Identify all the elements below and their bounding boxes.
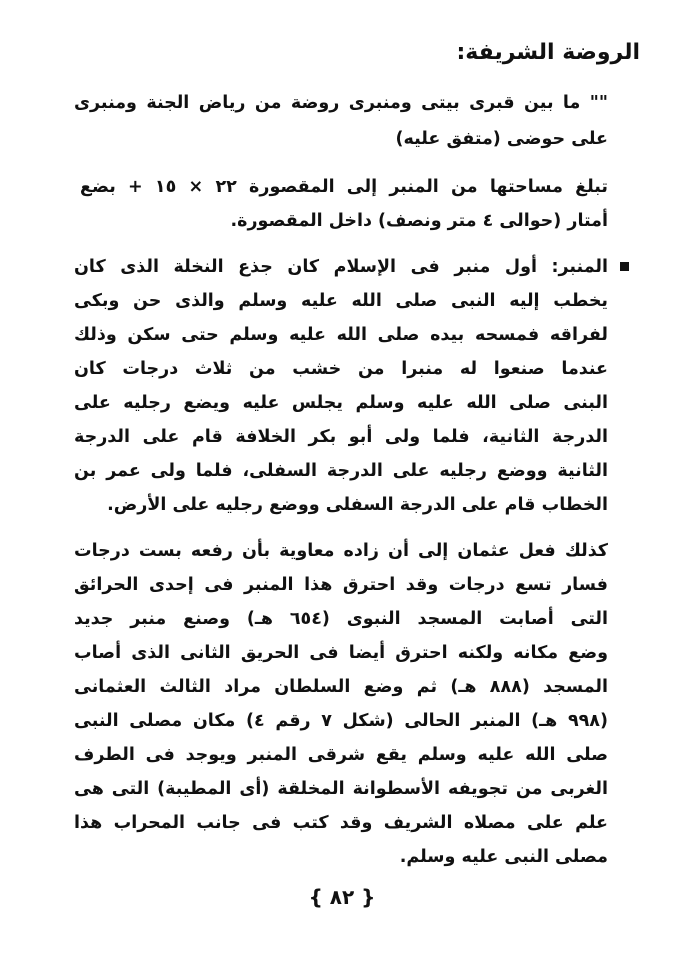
text-line: عندما صنعوا له منبرا من خشب من ثلاث درجات كان — [74, 359, 608, 379]
text-line: مصلى النبى عليه وسلم. — [399, 847, 608, 867]
text-line: علم على مصلاه الشريف وقد كتب فى جانب المحراب هذا — [74, 813, 608, 833]
text-line: البنى صلى الله عليه وسلم يجلس عليه ويضع رجليه على — [74, 393, 608, 413]
text-line: الدرجة الثانية، فلما ولى أبو بكر الخلافة قام على الدرجة — [74, 427, 608, 447]
text-line: (٩٩٨ هـ) المنبر الحالى (شكل ٧ رقم ٤) مكان مصلى النبى — [74, 711, 608, 731]
text-line: تبلغ مساحتها من المنبر إلى المقصورة ٢٢ × ١٥ + بضع — [80, 177, 608, 197]
text-line: الغربى من تجويفه الأسطوانة المخلقة (أى المطيبة) التى هى — [74, 779, 608, 799]
text-line: يخطب إليه النبى صلى الله عليه وسلم والذى حن وبكى — [74, 291, 608, 311]
text-line: الثانية ووضع رجليه على الدرجة السفلى، فلما ولى عمر بن — [74, 461, 608, 481]
text-line: أمتار (حوالى ٤ متر ونصف) داخل المقصورة. — [230, 211, 608, 231]
text-line: فسار تسع درجات وقد احترق هذا المنبر فى إحدى الحرائق — [74, 575, 608, 595]
text-line: لفراقه فمسحه بيده صلى الله عليه وسلم حتى سكن وذلك — [74, 325, 608, 345]
text-line: المسجد (٨٨٨ هـ) ثم وضع السلطان مراد الثالث العثمانى — [74, 677, 608, 697]
text-line: على حوضى (متفق عليه) — [395, 129, 608, 149]
text-line: كذلك فعل عثمان إلى أن زاده معاوية بأن رفعه بست درجات — [74, 541, 608, 561]
text-line: "" ما بين قبرى بيتى ومنبرى روضة من رياض الجنة ومنبرى — [74, 93, 608, 113]
text-line: المنبر: أول منبر فى الإسلام كان جذع النخلة الذى كان — [74, 257, 608, 277]
text-line: صلى الله عليه وسلم يقع شرقى المنبر ويوجد فى الطرف — [74, 745, 608, 765]
bullet-marker — [620, 262, 629, 271]
text-line: الخطاب قام على الدرجة السفلى ووضع رجليه على الأرض. — [107, 495, 608, 515]
text-line: وضع مكانه ولكنه احترق أيضا فى الحريق الثانى الذى أصاب — [74, 643, 608, 663]
text-line: التى أصابت المسجد النبوى (٦٥٤ هـ) وصنع منبر جديد — [74, 609, 608, 629]
page-number: { ٨٢ } — [308, 885, 376, 909]
section-heading: الروضة الشريفة: — [456, 40, 640, 65]
